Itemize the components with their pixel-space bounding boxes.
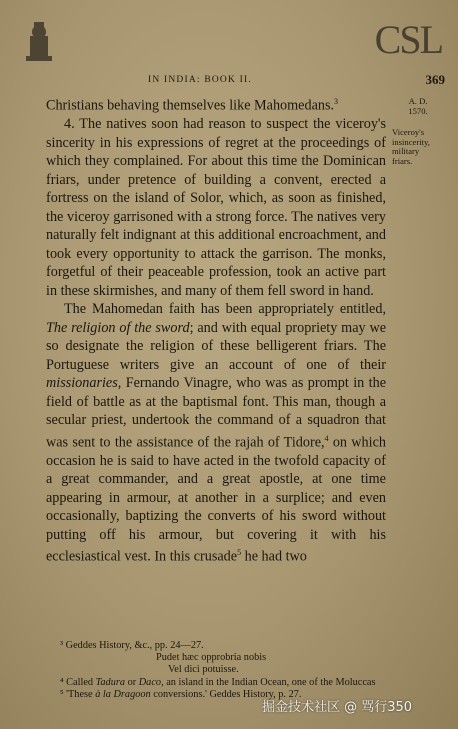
margin-note-viceroy: Viceroy's insincerity, military friars. bbox=[392, 127, 430, 166]
footnote-4: ⁴ Called Tadura or Daco, an island in the Indian Ocean, one of the Moluccas bbox=[60, 676, 376, 688]
library-stamp: CSL bbox=[374, 17, 442, 62]
footnote-3: ³ Geddes History, &c., pp. 24—27. bbox=[60, 640, 204, 651]
paragraph-2: 4. The natives soon had reason to suspect the viceroy's sincerity in his expressions of regret at the proceedings of which they complained. For about this time the Dominican friars, under pretence of building a convent, erected a fortress on the island of Solor, which, as soon as finished, the viceroy garrisoned with a strong force. The natives very naturally felt indignant at this additional encroachment, and took every opportunity to attack the garrison. The monks, forgetful of their peaceable profession, took an active part in these skirmishes, and many of them fell sword in hand. bbox=[46, 116, 386, 299]
running-title: IN INDIA: BOOK II. bbox=[148, 75, 252, 85]
coat-of-arms-emblem bbox=[22, 20, 56, 64]
page-number: 369 bbox=[425, 72, 445, 87]
footnote-3-quote-line-2: Vel dici potuisse. bbox=[168, 664, 239, 676]
footnotes bbox=[46, 640, 391, 701]
paragraph-1: Christians behaving themselves like Mahomedans.$^3$ bbox=[46, 97, 339, 114]
footnote-5: ⁵ 'These à la Dragoon conversions.' Geddes History, p. 27. bbox=[60, 688, 302, 700]
body-text bbox=[46, 93, 386, 567]
margin-note-year: A. D. 1570. bbox=[408, 96, 428, 116]
paragraph-3: The Mahomedan faith has been appropriately entitled, The religion of the sword; and with equal propriety may we so designate the religion of these belligerent friars. The Portuguese writers give an account of one of their missionaries, Fernando Vinagre, who was as prompt in the field of battle as at the baptismal font. This man, though a secular priest, undertook the command of a squadron that was sent to the assistance of the rajah of Tidore,$^4$ on which occasion he is said to have acted in the twofold capacity of a great commander, and a great apostle, at one time appearing in armour, at another in a surplice; and even occasionally, baptizing the converts of his sword without putting off his armour, but covering it with his ecclesiastical vest. In this crusade$^5$ he had two bbox=[46, 301, 386, 566]
footnote-ref-5: 5 bbox=[237, 548, 242, 558]
footnote-3-quote-line-1: Pudet hæc opprobria nobis bbox=[156, 652, 267, 664]
footnote-ref-3: 3 bbox=[334, 97, 339, 106]
page-header bbox=[0, 72, 458, 91]
site-watermark: 掘金技术社区 @ 骂行350 bbox=[262, 700, 413, 715]
footnote-ref-4: 4 bbox=[324, 433, 329, 443]
